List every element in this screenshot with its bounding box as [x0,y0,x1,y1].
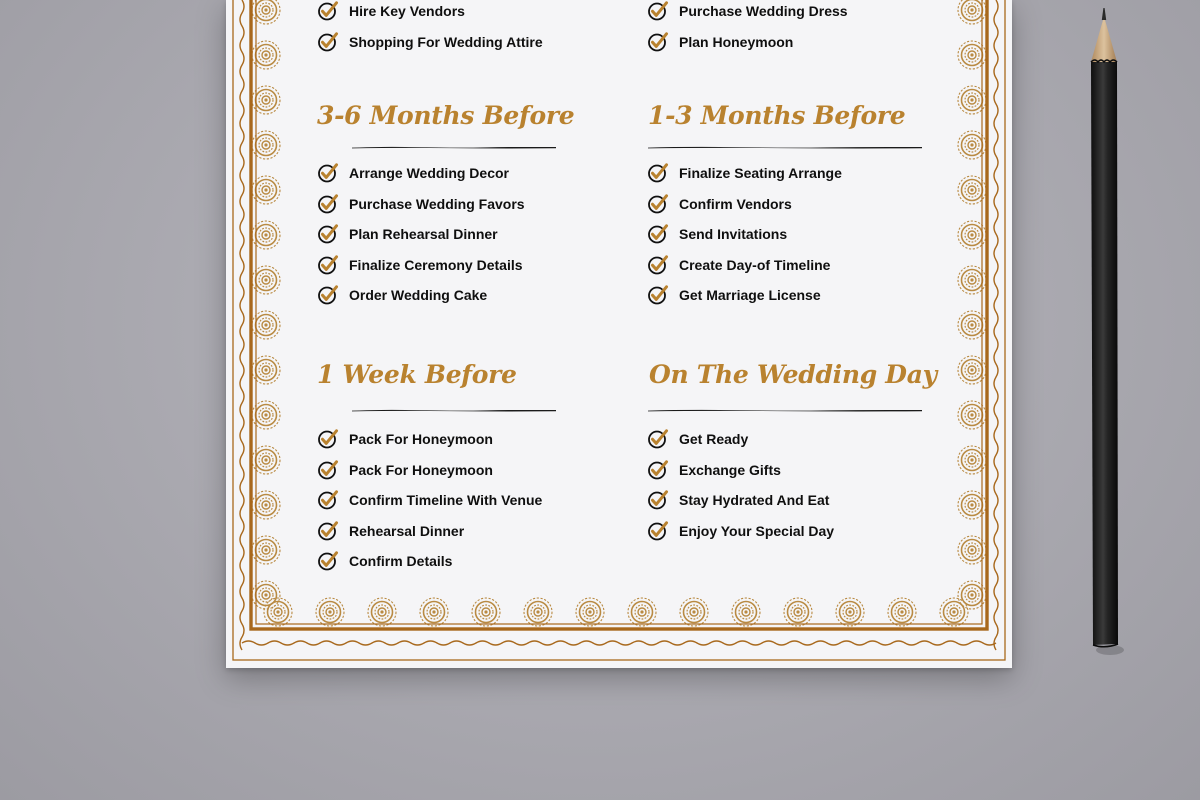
item-label: Plan Rehearsal Dinner [349,226,498,242]
item-label: Finalize Seating Arrange [679,165,842,181]
item-label: Stay Hydrated And Eat [679,492,830,508]
item-label: Send Invitations [679,226,788,242]
item-label: Arrange Wedding Decor [349,165,509,181]
item-label: Confirm Vendors [679,195,792,212]
item-label: Plan Honeymoon [679,33,794,50]
item-label: Purchase Wedding Dress [679,3,848,19]
item-label: Shopping For Wedding Attire [349,33,543,50]
item-label: Get Marriage License [679,287,821,303]
item-label: Pack For Honeymoon [349,461,493,478]
item-label: Create Day-of Timeline [679,256,831,273]
item-label: Hire Key Vendors [349,3,465,19]
item-label: Finalize Ceremony Details [349,256,523,273]
item-label: Purchase Wedding Favors [349,195,525,212]
item-label: Enjoy Your Special Day [679,522,835,539]
section-title-wedding-day: On The Wedding Day [649,360,937,389]
item-label: Pack For Honeymoon [349,431,493,447]
section-title-1-week: 1 Week Before [317,360,517,389]
item-label: Order Wedding Cake [349,287,488,303]
item-label: Confirm Timeline With Venue [349,492,543,508]
section-title-3-6-months: 3-6 Months Before [317,101,575,130]
item-label: Rehearsal Dinner [349,522,465,539]
item-label: Get Ready [679,431,749,447]
section-title-1-3-months: 1-3 Months Before [648,101,906,130]
item-label: Confirm Details [349,553,453,569]
item-label: Exchange Gifts [679,461,781,478]
